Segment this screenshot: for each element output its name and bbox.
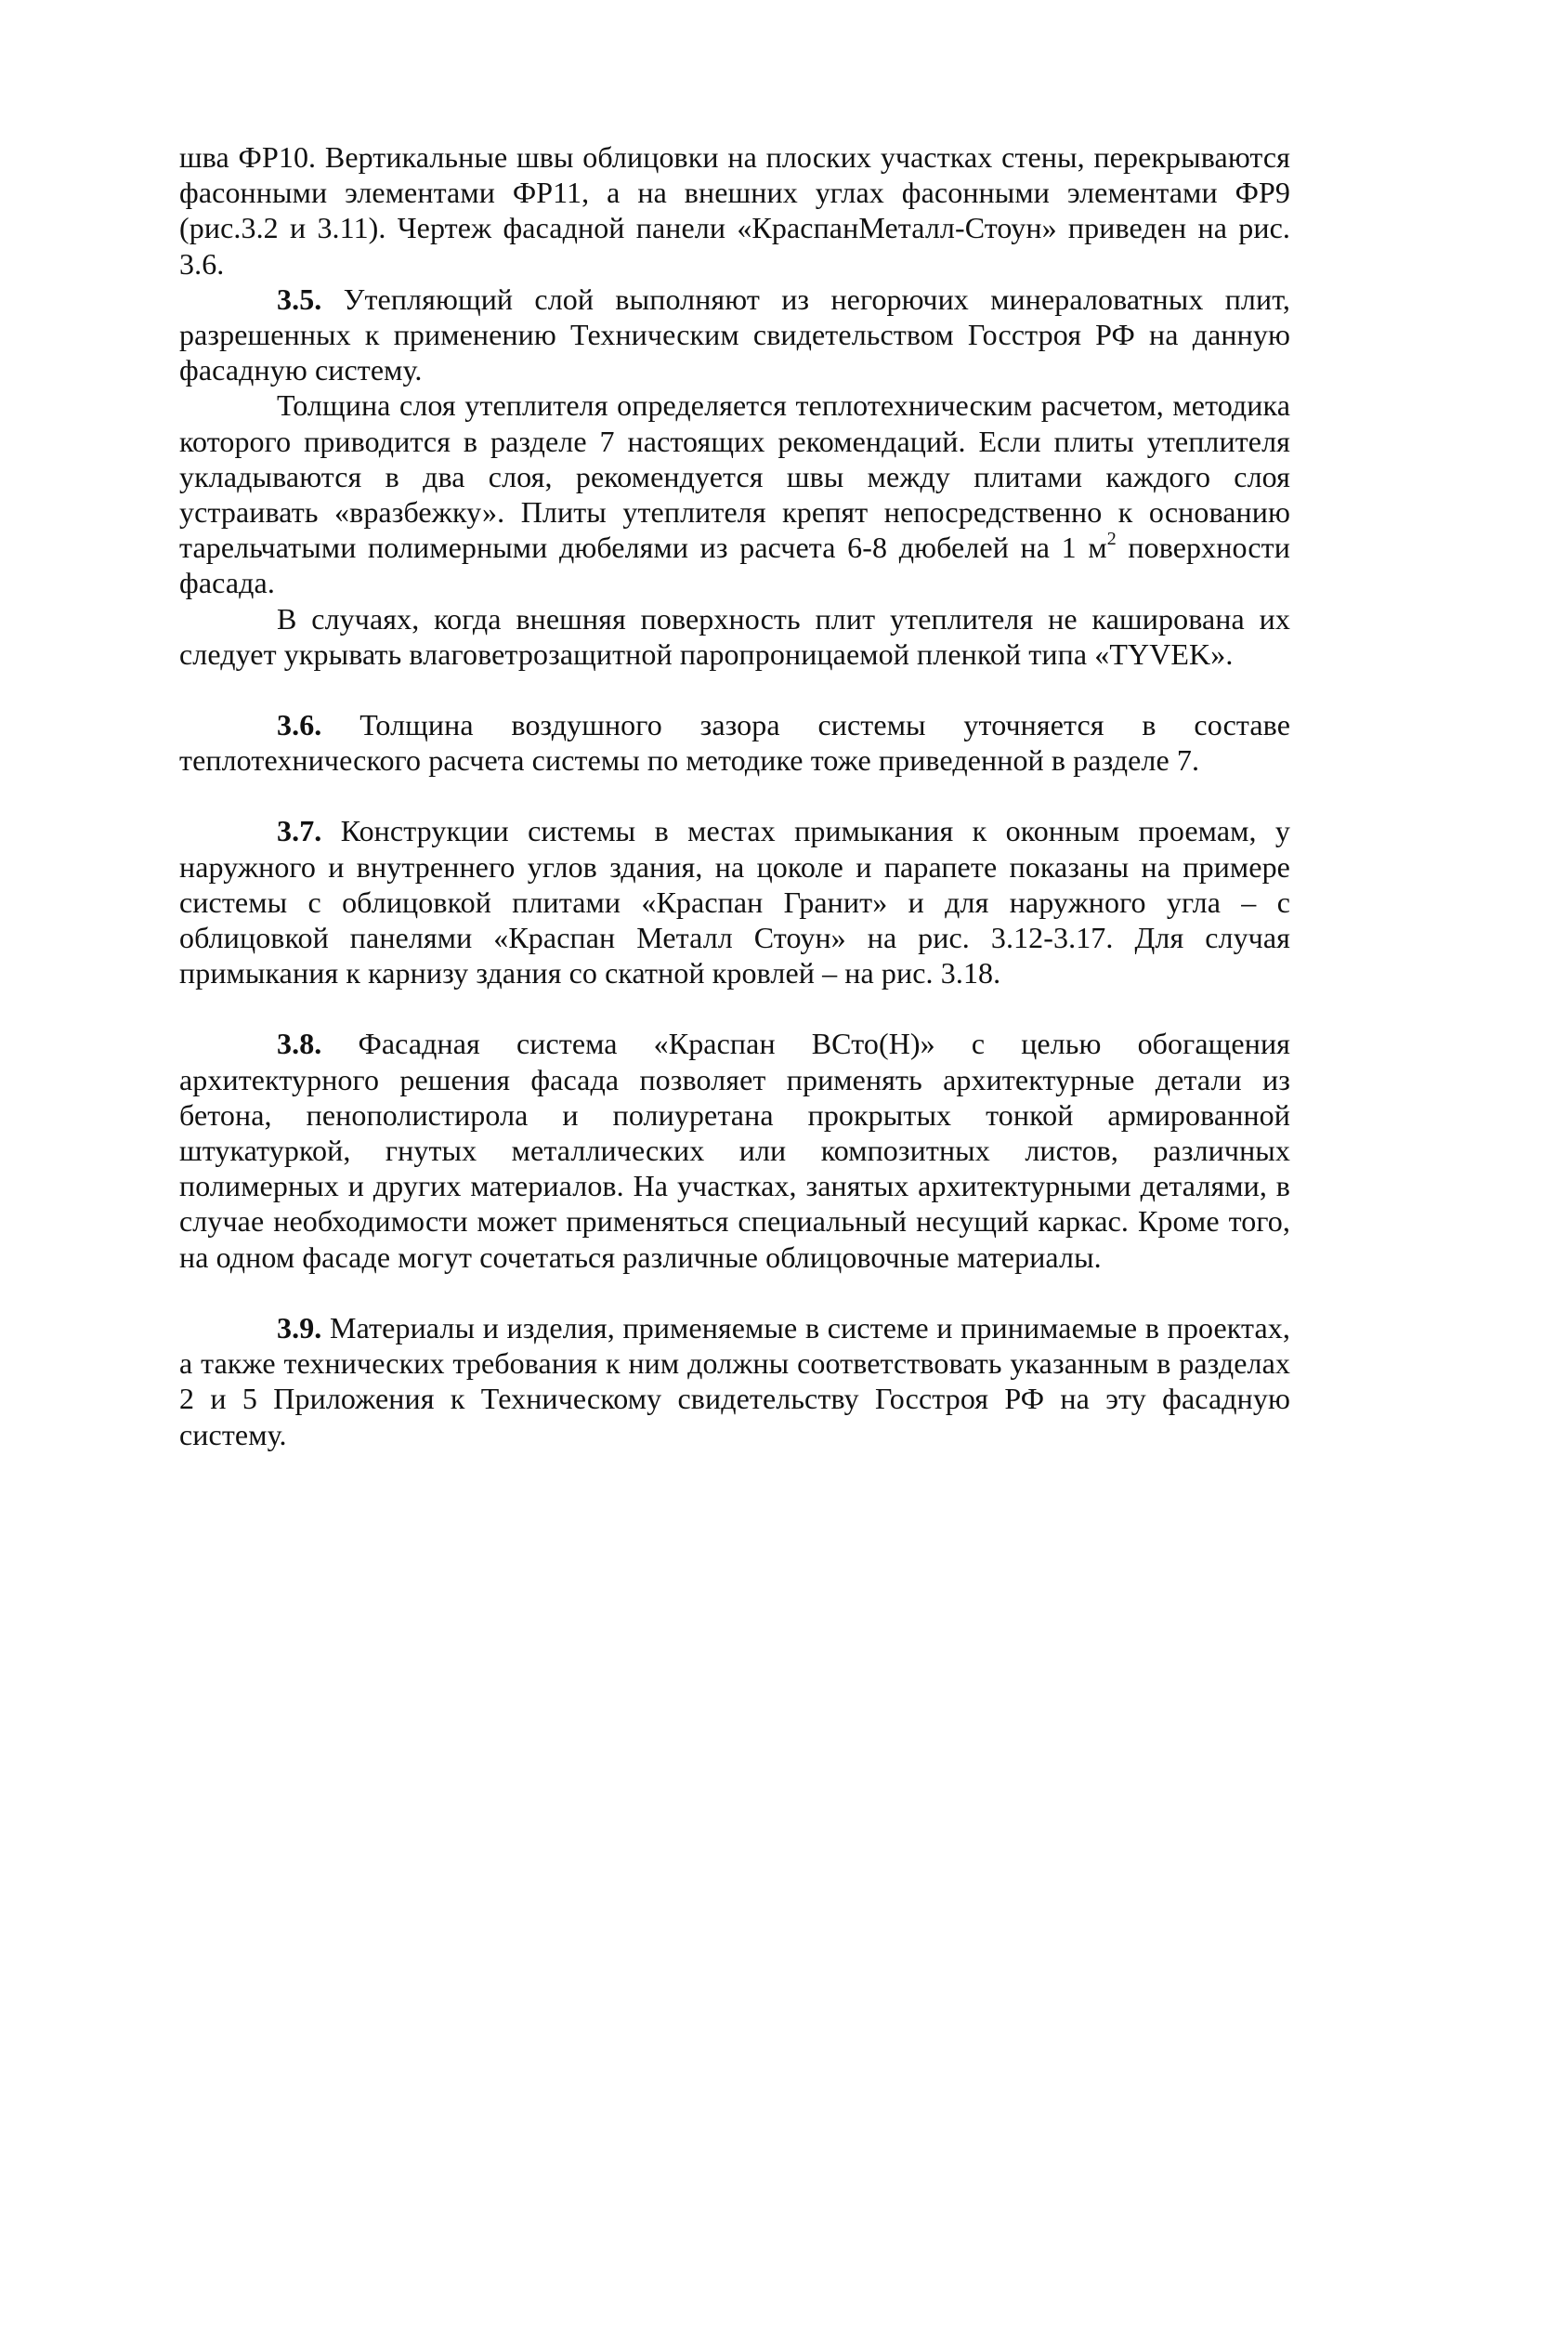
section-number: 3.6. — [277, 708, 322, 742]
paragraph-text: Утепляющий слой выполняют из негорючих минераловатных плит, разрешенных к применению Техническим свидетельством Госстроя РФ на данную фасадную систему. — [179, 282, 1290, 387]
document-page — [179, 139, 1290, 1452]
section-number: 3.9. — [277, 1310, 322, 1345]
paragraph-3-7 — [179, 813, 1290, 990]
paragraph-3-5 — [179, 282, 1290, 388]
paragraph-text: В случаях, когда внешняя поверхность плит утеплителя не каширована их следует укрывать влаговетрозащитной паропроницаемой пленкой типа «TYVEK». — [179, 601, 1290, 671]
paragraph-3-9 — [179, 1310, 1290, 1452]
paragraph-3-8 — [179, 1026, 1290, 1274]
paragraph-text: Конструкции системы в местах примыкания к оконным проемам, у наружного и внутреннего углов здания, на цоколе и парапете показаны на примере системы с облицовкой плитами «Краспан Гранит» и для наружного угла – с облицовкой панелями «Краспан Металл Стоун» на рис. 3.12-3.17. Для случая примыкания к карнизу здания со скатной кровлей – на рис. 3.18. — [179, 814, 1290, 990]
paragraph-text: Толщина воздушного зазора системы уточняется в составе теплотехнического расчета системы по методике тоже приведенной в разделе 7. — [179, 708, 1290, 778]
paragraph-3-6 — [179, 707, 1290, 778]
paragraph-text: Материалы и изделия, применяемые в системе и принимаемые в проектах, а также технических требования к ним должны соответствовать указанным в разделах 2 и 5 Приложения к Техническому свидетельству Госстроя РФ на эту фасадную систему. — [179, 1310, 1290, 1451]
paragraph-3-5-membrane — [179, 601, 1290, 672]
section-number: 3.8. — [277, 1027, 322, 1061]
paragraph-text: поверхности фасада. — [179, 531, 1290, 600]
paragraph-3-5-insulation-thickness — [179, 387, 1290, 600]
paragraph-text: шва ФР10. Вертикальные швы облицовки на плоских участках стены, перекрываются фасонными элементами ФР11, а на внешних углах фасонными элементами ФР9 (рис.3.2 и 3.11). Чертеж фасадной панели «КраспанМеталл-Стоун» приведен на рис. 3.6. — [179, 140, 1290, 281]
superscript: 2 — [1106, 529, 1117, 550]
section-number: 3.5. — [277, 282, 322, 316]
paragraph-text: Толщина слоя утеплителя определяется теплотехническим расчетом, методика которого приводится в разделе 7 настоящих рекомендаций. Если плиты утеплителя укладываются в два слоя, рекомендуется швы между плитами каждого слоя устраивать «вразбежку». Плиты утеплителя крепят непосредственно к основанию тарельчатыми полимерными дюбелями из расчета 6-8 дюбелей на 1 м — [179, 388, 1290, 565]
paragraph-text: Фасадная система «Краспан ВСто(Н)» с целью обогащения архитектурного решения фасада позволяет применять архитектурные детали из бетона, пенополистирола и полиуретана прокрытых тонкой армированной штукатуркой, гнутых металлических или композитных листов, различных полимерных и других материалов. На участках, занятых архитектурными деталями, в случае необходимости может применяться специальный несущий каркас. Кроме того, на одном фасаде могут сочетаться различные облицовочные материалы. — [179, 1027, 1290, 1274]
paragraph-continuation — [179, 139, 1290, 282]
section-number: 3.7. — [277, 814, 322, 848]
